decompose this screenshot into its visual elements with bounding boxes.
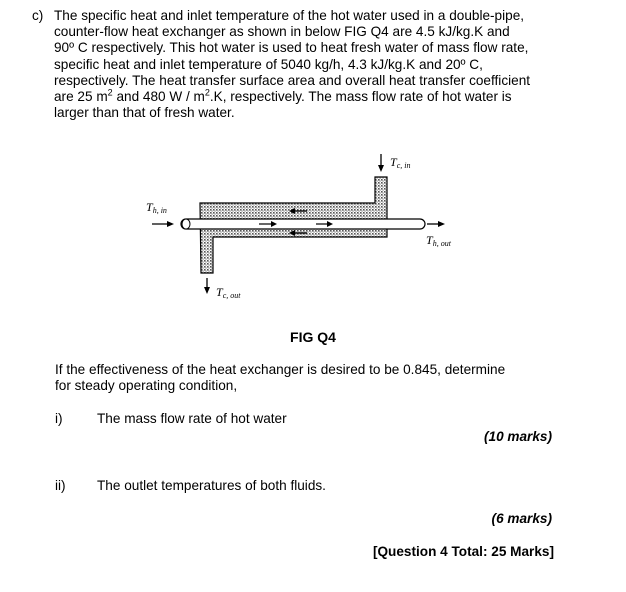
hot-inlet-arrow xyxy=(152,221,174,227)
coefficient-superscript: 2 xyxy=(204,87,210,98)
part-label: c) xyxy=(32,8,44,23)
item-2-number: ii) xyxy=(55,478,66,493)
hot-inlet-label: Th, in xyxy=(146,200,167,215)
cold-inlet-label: Tc, in xyxy=(390,155,411,170)
pipe-inlet-end xyxy=(182,219,190,229)
problem-statement xyxy=(32,8,592,121)
statement-line-6-end: .K, respectively. The mass flow rate of hot water is xyxy=(209,89,512,105)
statement-line-7: larger than that of fresh water. xyxy=(54,105,235,121)
question-line-2: for steady operating condition, xyxy=(55,378,238,394)
statement-line-2: counter-flow heat exchanger as shown in below FIG Q4 are 4.5 kJ/kg.K and xyxy=(54,24,510,40)
question-line-1: If the effectiveness of the heat exchanger is desired to be 0.845, determine xyxy=(55,362,506,377)
question-total: [Question 4 Total: 25 Marks] xyxy=(372,544,554,559)
inner-pipe xyxy=(181,219,425,229)
item-1-marks: (10 marks) xyxy=(483,429,552,444)
area-text: are 25 m xyxy=(54,89,108,105)
hot-outlet-arrow xyxy=(427,221,445,227)
area-superscript: 2 xyxy=(107,87,113,98)
item-2-marks: (6 marks) xyxy=(491,511,552,526)
heat-exchanger-diagram xyxy=(0,140,626,320)
statement-line-5: respectively. The heat transfer surface area and overall heat transfer coefficient xyxy=(54,72,531,88)
question-text xyxy=(55,362,575,394)
coefficient-text: and 480 W / m xyxy=(112,89,205,105)
statement-line-1: The specific heat and inlet temperature of the hot water used in a double-pipe, xyxy=(54,8,525,23)
figure-caption: FIG Q4 xyxy=(290,329,336,345)
cold-inlet-arrow xyxy=(378,154,384,172)
cold-outlet-arrow xyxy=(204,278,210,294)
statement-line-3: 90º C respectively. This hot water is used to heat fresh water of mass flow rate, xyxy=(54,40,529,56)
statement-line-4: specific heat and inlet temperature of 5040 kg/h, 4.3 kJ/kg.K and 20º C, xyxy=(54,56,483,72)
item-1-number: i) xyxy=(55,411,63,426)
cold-outlet-label: Tc, out xyxy=(216,285,241,300)
hot-outlet-label: Th, out xyxy=(426,233,451,248)
statement-line-6 xyxy=(54,89,592,105)
item-1-text: The mass flow rate of hot water xyxy=(97,411,287,426)
item-2-text: The outlet temperatures of both fluids. xyxy=(97,478,326,493)
